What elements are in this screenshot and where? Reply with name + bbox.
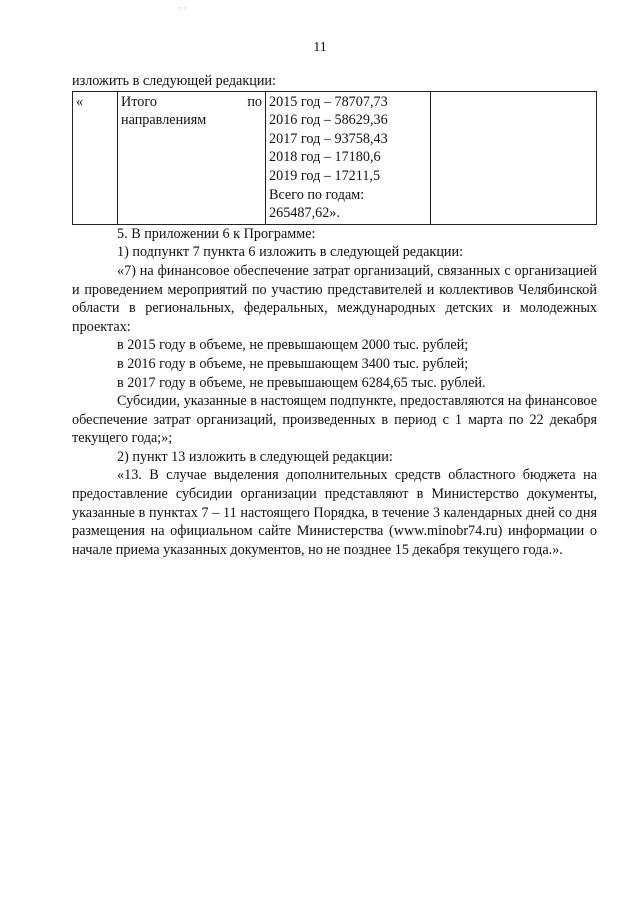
paragraph-item-7: «7) на финансовое обеспечение затрат организаций, связанных с организацией и проведением мероприятий по участию представителей и коллективов Челябинской области в региональных, федеральных, международных детских и молодежных проектах: [72,262,597,335]
label-directions: направлениям [121,112,207,129]
paragraph-2015: в 2015 году в объеме, не превышающем 2000 тыс. рублей; [117,337,469,354]
empty-cell [431,91,597,224]
document-body [72,72,597,559]
paragraph-subpoint-7: 1) подпункт 7 пункта 6 изложить в следующей редакции: [117,244,464,261]
paragraph-subsidies: Субсидии, указанные в настоящем подпункте, предоставляются на финансовое обеспечение затрат организаций, произведенных в период с 1 марта по 22 декабря текущего года;»; [72,393,597,447]
quote-cell: « [73,91,118,224]
page-number: 11 [313,40,327,55]
paragraph-appendix: 5. В приложении 6 к Программе: [117,225,316,242]
year-line-2017: 2017 год – 93758,43 [269,130,388,147]
paragraph-2017: в 2017 году в объеме, не превышающем 6284,65 тыс. рублей. [117,374,486,391]
year-line-2016: 2016 год – 58629,36 [269,112,388,129]
years-cell [266,91,431,224]
paragraph-point-13: 2) пункт 13 изложить в следующей редакции: [117,448,393,465]
paragraph-2016: в 2016 году в объеме, не превышающем 3400 тыс. рублей; [117,355,469,372]
year-line-2015: 2015 год – 78707,73 [269,93,388,110]
total-value: 265487,62». [269,205,340,222]
table-row [73,91,597,224]
totals-table [72,91,597,225]
paragraph-item-13: «13. В случае выделения дополнительных средств областного бюджета на предоставление субсидии организации представляют в Министерство документы, указанные в пунктах 7 – 11 настоящего Порядка, в течение 3 календарных дней со дня размещения на официальном сайте Министерства (www.minobr74.ru) информации о начале приема указанных документов, но не позднее 15 декабря текущего года.». [72,467,597,558]
intro-text: изложить в следующей редакции: [72,73,276,89]
label-word-by: по [247,93,262,110]
year-line-2019: 2019 год – 17211,5 [269,167,381,184]
scan-artifact: · · [178,4,187,14]
label-word-total: Итого [121,93,157,110]
total-label: Всего по годам: [269,186,365,203]
year-line-2018: 2018 год – 17180,6 [269,149,381,166]
label-cell [118,91,266,224]
